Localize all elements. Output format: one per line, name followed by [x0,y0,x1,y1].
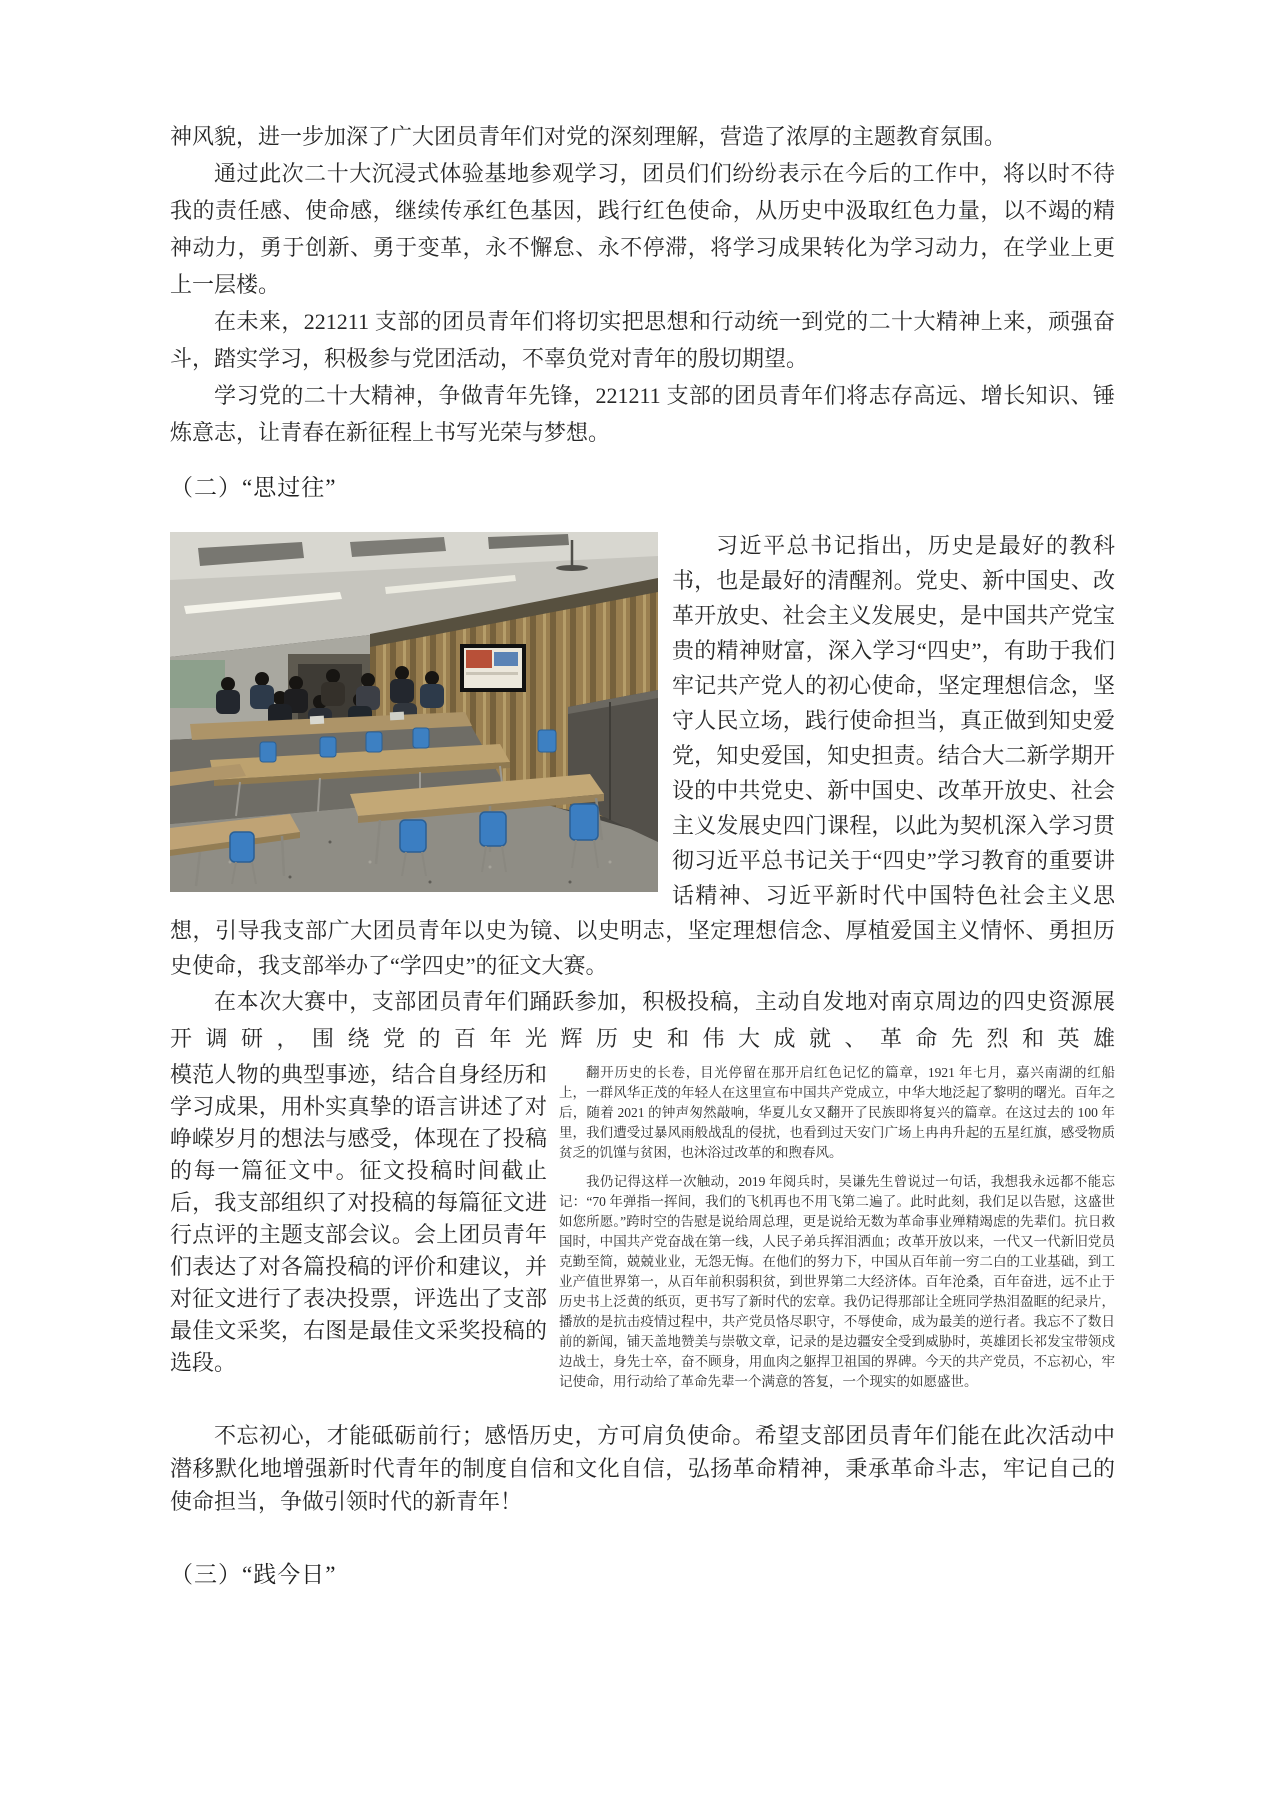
paragraph: 学习党的二十大精神，争做青年先锋，221211 支部的团员青年们将志存高远、增长知识、锤炼意志，让青春在新征程上书写光荣与梦想。 [170,383,1115,445]
paragraph-four-histories: 习近平总书记指出，历史是最好的教科书，也是最好的清醒剂。党史、新中国史、改革开放史、社会主义发展史，是中国共产党宝贵的精神财富，深入学习“四史”，有助于我们牢记共产党人的初心使命，坚定理想信念，坚守人民立场，践行使命担当，真正做到知史爱党，知史爱国，知史担责。结合大二新学期开设的中共党史、新中国史、改革开放史、社会主义发展史四门课程，以此为契机深入学习贯彻习近平总书记关于“四史”学习教育的重要讲话精神、习近平新时代中国特色社会主义思想，引导我支部广大团员青年以史为镜、以史明志，坚定理想信念、厚植爱国主义情怀、勇担历史使命，我支部举办了“学四史”的征文大赛。 [170,533,1115,978]
paragraph-continuation: 神风貌，进一步加深了广大团员青年们对党的深刻理解，营造了浓厚的主题教育氛围。 [170,124,1007,149]
classroom-photo-illustration [170,532,658,892]
essay-excerpt-block [559,1063,1115,1401]
section-heading-3: （三）“践今日” [170,1562,337,1587]
excerpt-paragraph: 翻开历史的长卷，目光停留在那开启红色记忆的篇章，1921 年七月，嘉兴南湖的红船上，一群风华正茂的年轻人在这里宣布中国共产党成立，中华大地泛起了黎明的曙光。百年之后，随着 2021 的钟声匆然敲响，华夏儿女又翻开了民族即将复兴的篇章。在这过去的 100 年里，我们遭受过暴风雨般战乱的侵扰，也看到过天安门广场上冉冉升起的五星红旗，感受物质贫乏的饥馑与贫困，也沐浴过改革的和煦春风。 [559,1065,1115,1160]
classroom-photo [170,532,658,892]
photo-text-section [170,528,1115,983]
paragraph-contest-intro: 在本次大赛中，支部团员青年们踊跃参加，积极投稿，主动自发地对南京周边的四史资源展开调研，围绕党的百年光辉历史和伟大成就、革命先烈和英雄 [170,989,1115,1051]
excerpt-paragraph: 我仍记得这样一次触动，2019 年阅兵时，吴谦先生曾说过一句话，我想我永远都不能忘记：“70 年弹指一挥间，我们的飞机再也不用飞第二遍了。此时此刻，我们足以告慰，这盛世如您所愿。”跨时空的告慰是说给周总理，更是说给无数为革命事业殚精竭虑的先辈们。抗日救国时，中国共产党奋战在第一线，人民子弟兵挥泪洒血；改革开放以来，一代又一代新旧党员克勤至简，兢兢业业，无怨无悔。在他们的努力下，中国从百年前一穷二白的工业基础，到工业产值世界第一，从百年前积弱积贫，到世界第二大经济体。百年沧桑，百年奋进，远不止于历史书上泛黄的纸页，更书写了新时代的宏章。我仍记得那部让全班同学热泪盈眶的纪录片，播放的是抗击疫情过程中，共产党员恪尽职守，不辱使命，成为最美的逆行者。我忘不了数日前的新闻，铺天盖地赞美与崇敬文章，记录的是边疆安全受到威胁时，英雄团长祁发宝带领戍边战士，身先士卒，奋不顾身，用血肉之躯捍卫祖国的界碑。今天的共产党员，不忘初心，牢记使命，用行动给了革命先辈一个满意的答复，一个现实的如愿盛世。 [559,1174,1115,1389]
section-heading-2: （二）“思过往” [170,475,337,500]
paragraph-contest-detail: 模范人物的典型事迹，结合自身经历和学习成果，用朴实真挚的语言讲述了对峥嵘岁月的想法与感受，体现在了投稿的每一篇征文中。征文投稿时间截止后，我支部组织了对投稿的每篇征文进行点评的主题支部会议。会上团员青年们表达了对各篇投稿的评价和建议，并对征文进行了表决投票，评选出了支部最佳文采奖，右图是最佳文采奖投稿的选段。 [170,1062,547,1375]
paragraph: 通过此次二十大沉浸式体验基地参观学习，团员们们纷纷表示在今后的工作中，将以时不待我的责任感、使命感，继续传承红色基因，践行红色使命，从历史中汲取红色力量，以不竭的精神动力，勇于创新、勇于变革，永不懈怠、永不停滞，将学习成果转化为学习动力，在学业上更上一层楼。 [170,161,1115,297]
paragraph: 在未来，221211 支部的团员青年们将切实把思想和行动统一到党的二十大精神上来，顽强奋斗，踏实学习，积极参与党团活动，不辜负党对青年的殷切期望。 [170,309,1115,371]
contest-detail-section [170,1059,1115,1409]
paragraph-closing: 不忘初心，才能砥砺前行；感悟历史，方可肩负使命。希望支部团员青年们能在此次活动中潜移默化地增强新时代青年的制度自信和文化自信，弘扬革命精神，秉承革命斗志，牢记自己的使命担当，争做引领时代的新青年！ [170,1423,1115,1514]
